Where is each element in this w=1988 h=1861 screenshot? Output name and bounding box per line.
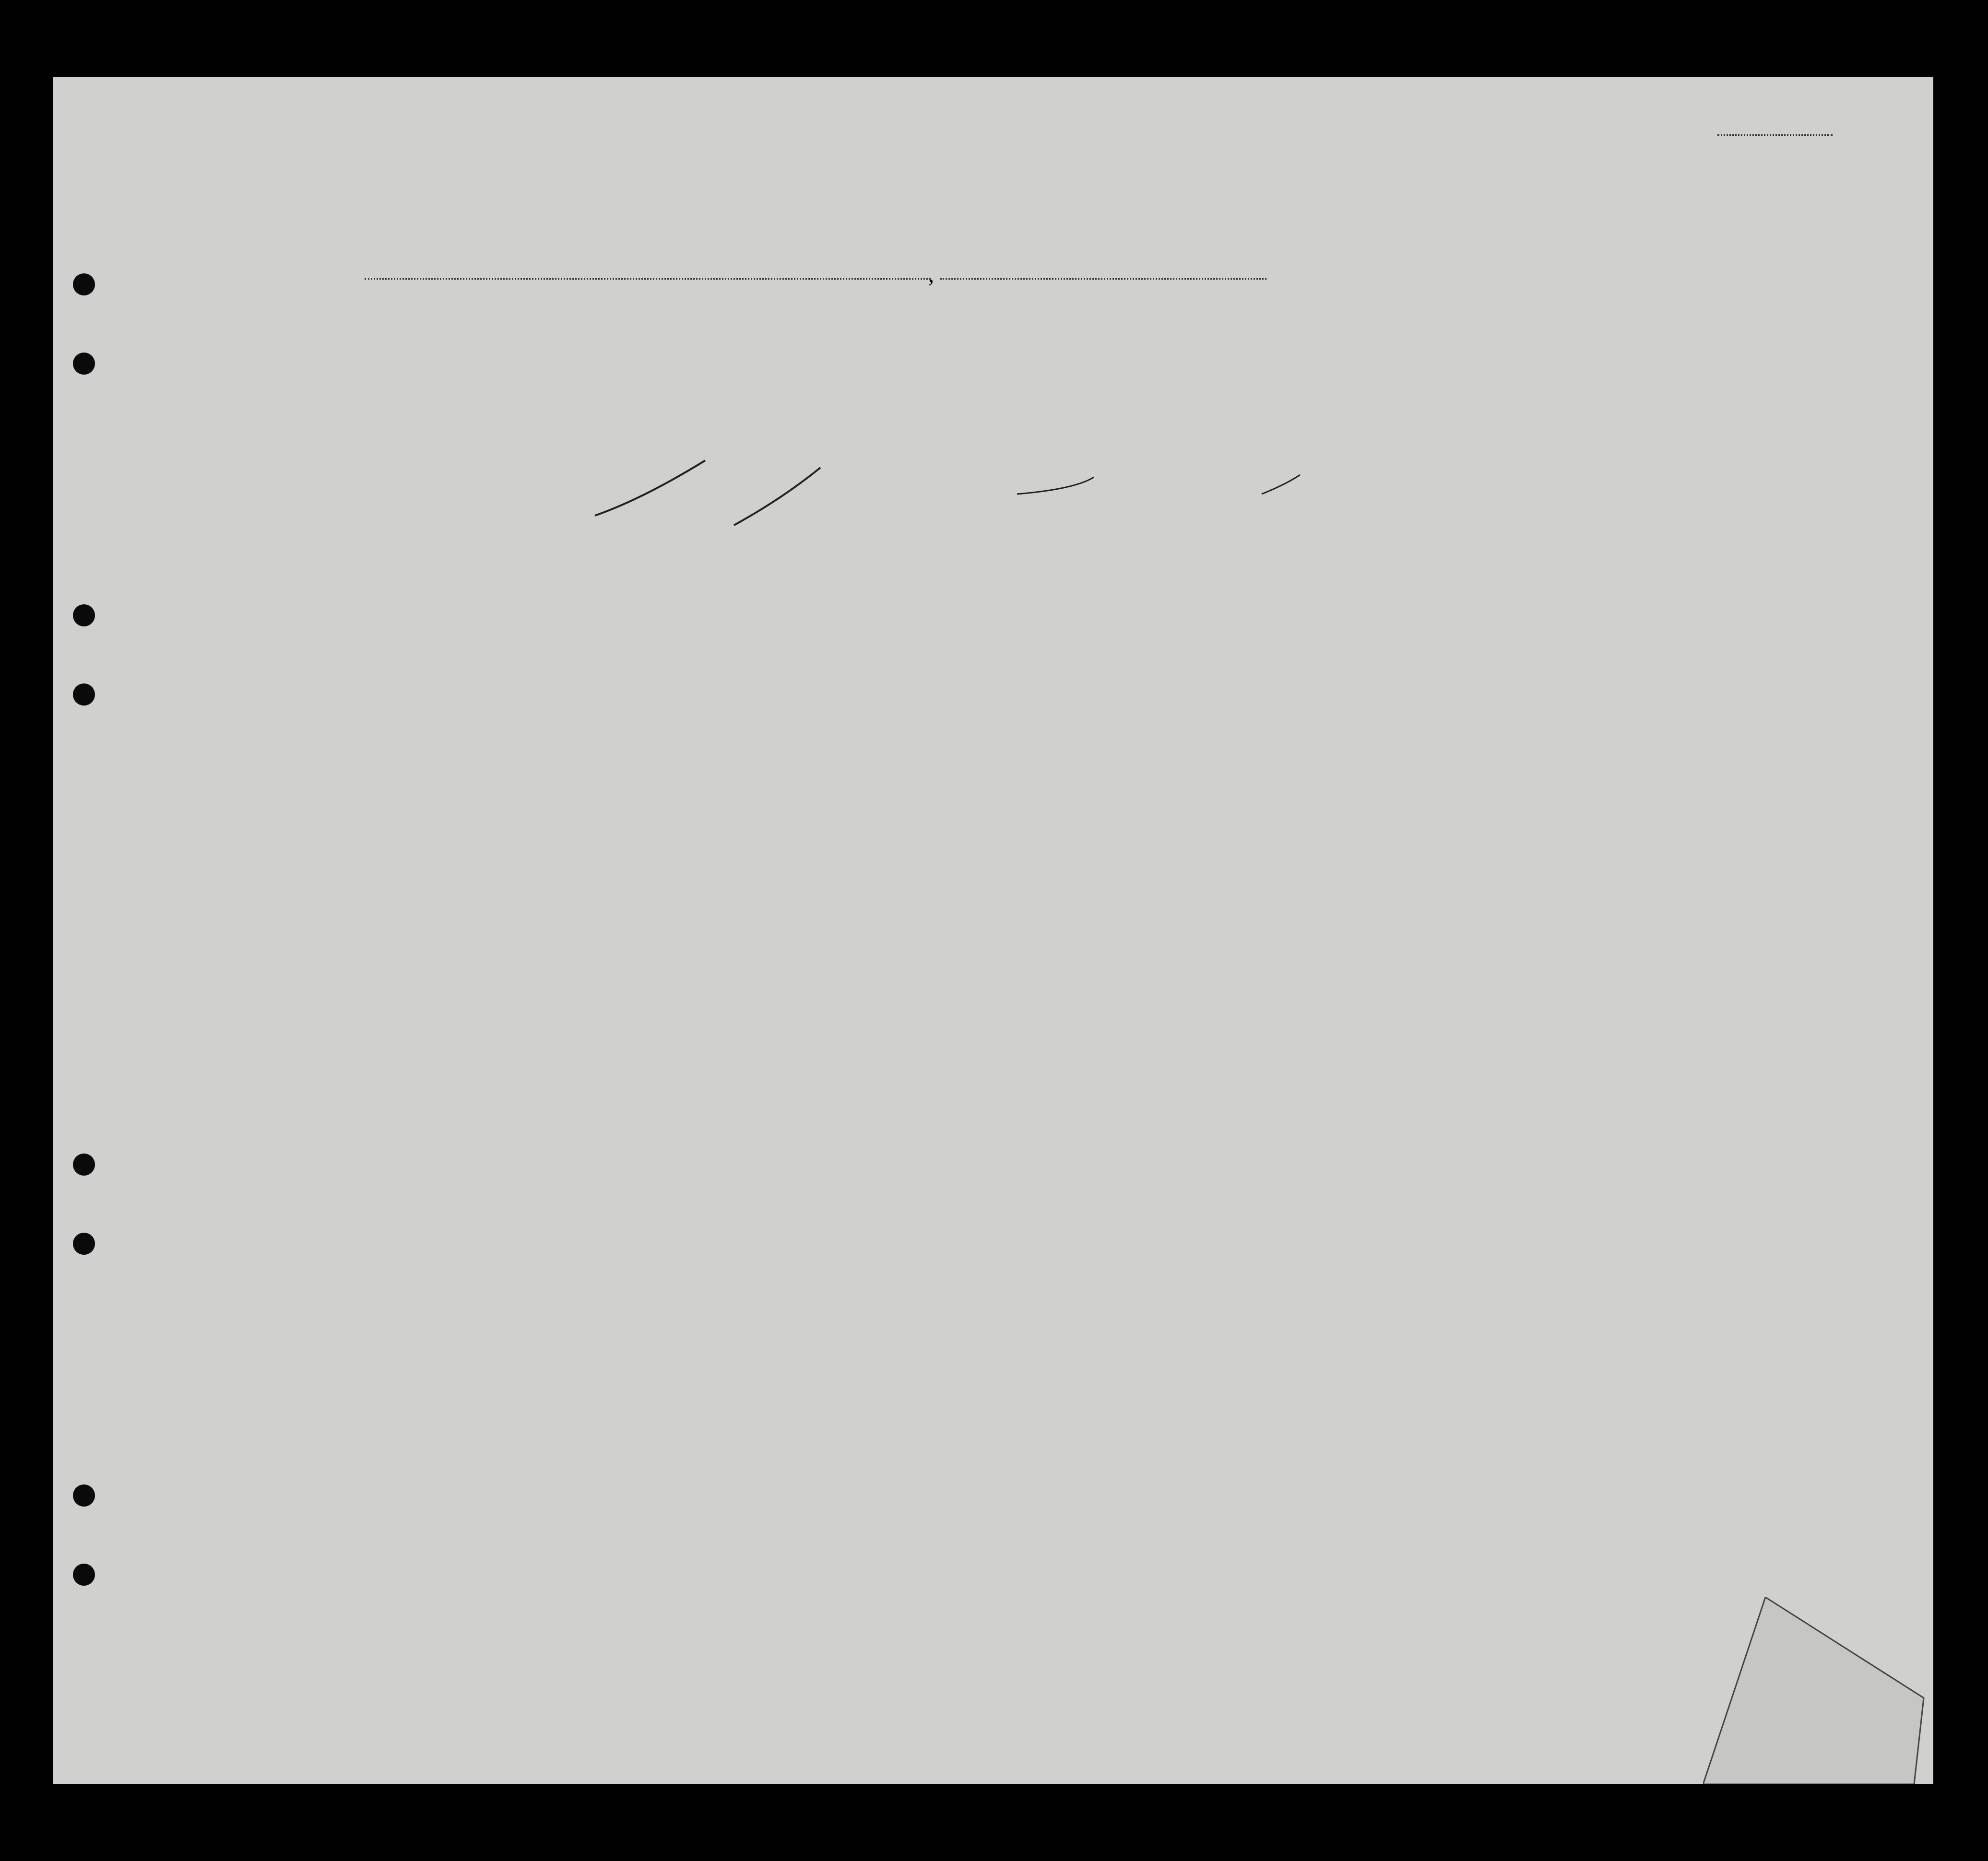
binder-hole [73,273,95,295]
binder-hole [73,683,95,706]
binder-hole [73,604,95,626]
binder-hole [73,353,95,375]
folded-corner [1703,1597,1933,1784]
pen-strokes [53,77,1933,1784]
binder-hole [73,1233,95,1255]
binder-hole [73,1484,95,1507]
binder-hole [73,1564,95,1586]
binder-hole [73,1154,95,1176]
manifest-sheet [53,77,1933,1784]
comma: , [928,262,934,287]
